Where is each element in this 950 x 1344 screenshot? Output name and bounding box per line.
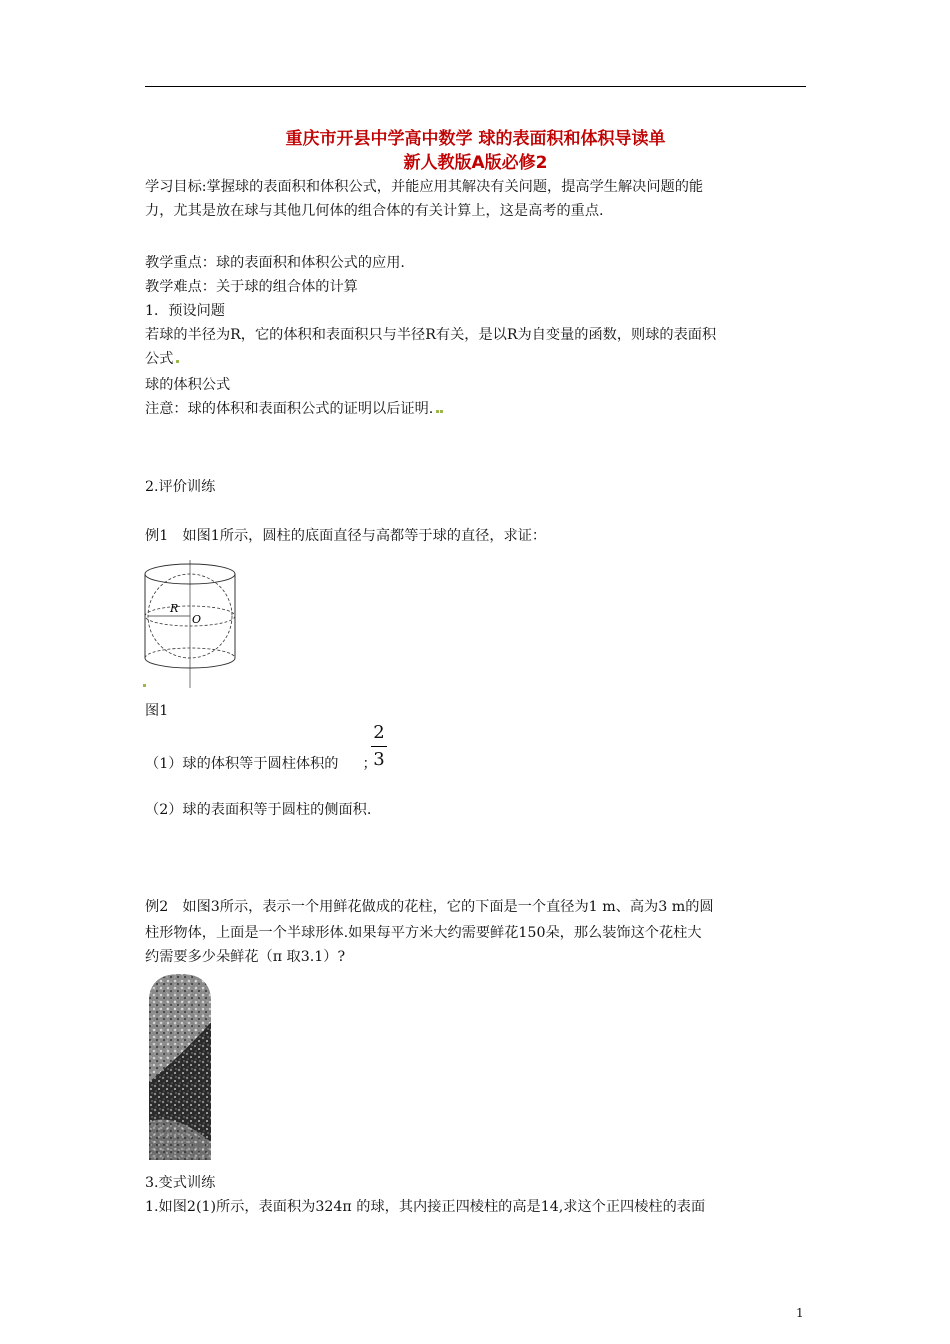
question-line2-text: 公式 xyxy=(145,351,174,367)
document-title: 重庆市开县中学高中数学 球的表面积和体积导读单 xyxy=(285,129,666,149)
example-1-text: 例1 如图1所示，圆柱的底面直径与高都等于球的直径，求证： xyxy=(145,528,547,544)
section-1-heading: 1．预设问题 xyxy=(145,303,225,319)
teaching-difficulty: 教学难点：关于球的组合体的计算 xyxy=(145,279,358,295)
claim-1-suffix: ； xyxy=(362,756,377,772)
section-3-heading: 3.变式训练 xyxy=(145,1175,216,1191)
document-subtitle: 新人教版A版必修2 xyxy=(403,153,548,173)
claim-1-prefix: （1）球的体积等于圆柱体积的 xyxy=(145,756,339,772)
note-text: 注意：球的体积和表面积公式的证明以后证明. xyxy=(145,401,434,417)
figure-1-caption: 图1 xyxy=(145,703,169,719)
question-line2 xyxy=(145,348,810,370)
exercise-1-line1: 1.如图2(1)所示，表面积为324π 的球，其内接正四棱柱的高是14,求这个正四棱柱的表面 xyxy=(145,1199,706,1215)
marker-dot xyxy=(176,360,179,363)
page-number: 1 xyxy=(796,1306,804,1320)
example-2-line1: 例2 如图3所示，表示一个用鲜花做成的花柱，它的下面是一个直径为1 m、高为3 m的圆 xyxy=(145,899,714,915)
figure-1-cylinder-sphere xyxy=(140,560,240,688)
volume-formula-line: 球的体积公式 xyxy=(145,377,231,393)
fraction-denominator: 3 xyxy=(373,749,385,770)
figure-flower-column-image xyxy=(145,972,215,1162)
fraction-bar xyxy=(371,746,387,747)
question-line1: 若球的半径为R，它的体积和表面积只与半径R有关，是以R为自变量的函数，则球的表面积 xyxy=(145,327,717,343)
note-line xyxy=(145,398,810,420)
marker-dot xyxy=(436,410,439,413)
learning-goal-line1: 学习目标:掌握球的表面积和体积公式，并能应用其解决有关问题，提高学生解决问题的能 xyxy=(145,179,704,195)
section-2-heading: 2.评价训练 xyxy=(145,479,216,495)
fraction-numerator: 2 xyxy=(373,722,385,743)
example-2-line2: 柱形物体，上面是一个半球形体.如果每平方米大约需要鲜花150朵，那么装饰这个花柱大 xyxy=(145,925,702,941)
figure-1-label-r: R xyxy=(170,602,179,615)
header-rule xyxy=(145,86,806,87)
teaching-key-point: 教学重点：球的表面积和体积公式的应用. xyxy=(145,255,405,271)
marker-dot xyxy=(440,410,443,413)
figure-1-label-o: O xyxy=(192,613,202,626)
claim-1-line xyxy=(145,753,810,775)
marker-dot xyxy=(143,684,146,687)
example-2-line3: 约需要多少朵鲜花（π 取3.1）? xyxy=(145,949,346,965)
learning-goal-line2: 力，尤其是放在球与其他几何体的组合体的有关计算上，这是高考的重点. xyxy=(145,203,604,219)
claim-2-line: （2）球的表面积等于圆柱的侧面积. xyxy=(145,802,372,818)
